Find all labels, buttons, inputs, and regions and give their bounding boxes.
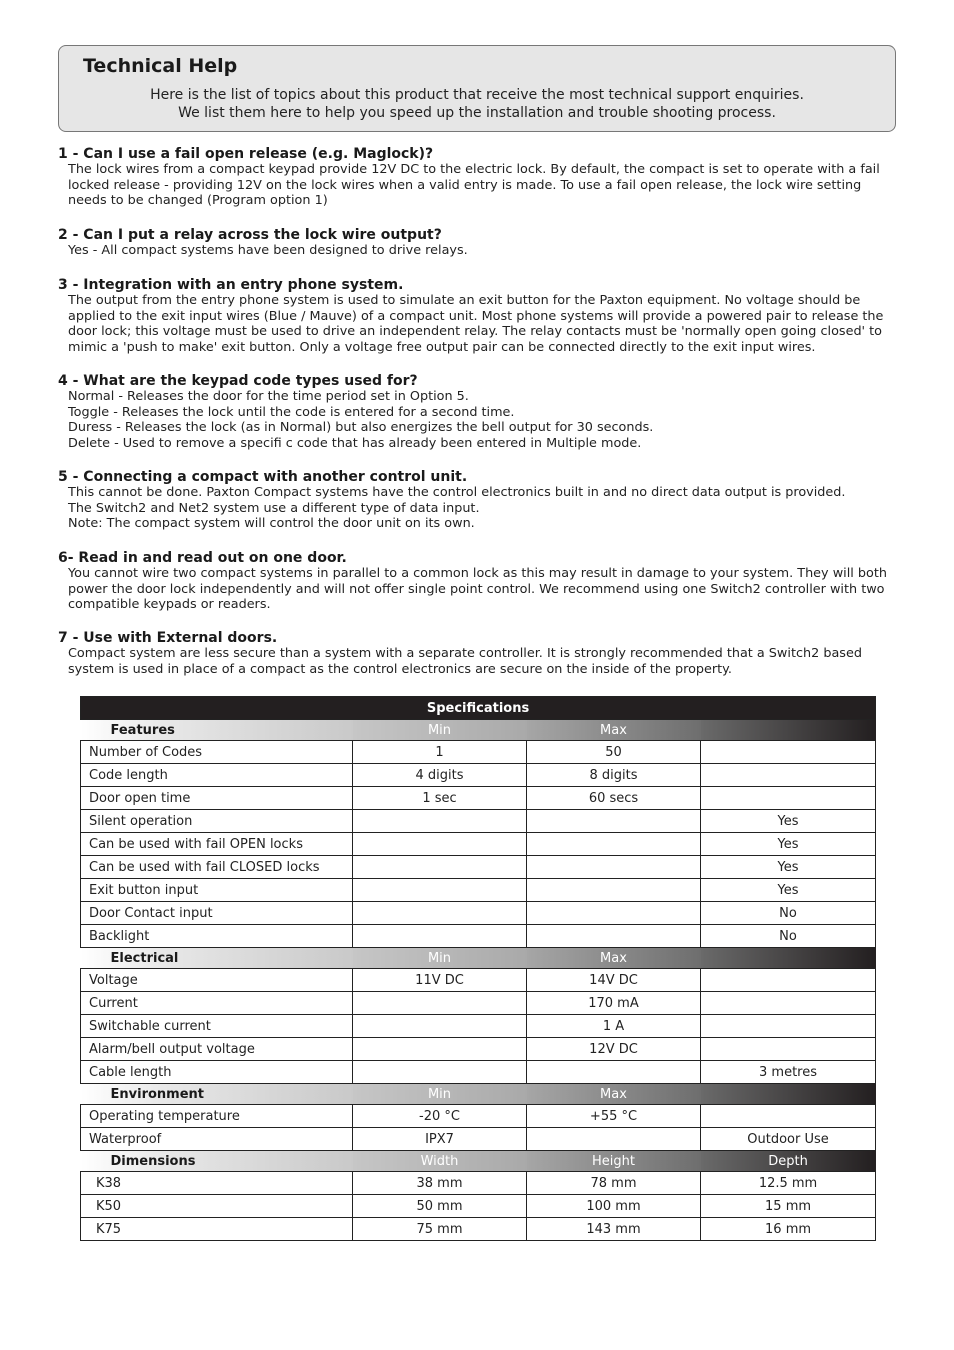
cell-value: 1 sec xyxy=(353,787,527,810)
faq-answer-line: This cannot be done. Paxton Compact systems have the control electronics built in and no direct data output is provided. xyxy=(68,485,846,500)
specifications-table xyxy=(80,696,876,1241)
cell-value xyxy=(527,1128,701,1151)
table-row xyxy=(81,925,876,948)
faq-answer-line: system is used in place of a compact as the control electronics are secure on the inside of the property. xyxy=(68,661,732,677)
cell-value: 11V DC xyxy=(353,969,527,992)
cell-value xyxy=(353,902,527,925)
section-title: Features xyxy=(81,720,353,741)
faq-answer-line: Delete - Used to remove a specifi c code that has already been entered in Multiple mode. xyxy=(68,435,642,451)
faq-answer-line: locked release - providing 12V on the lock wires when a valid entry is made. To use a fail open release, the lock wire setting xyxy=(68,177,862,193)
faq-question: 1 - Can I use a fail open release (e.g. Maglock)? xyxy=(58,146,434,162)
row-label: Current xyxy=(81,992,353,1015)
faq-answer xyxy=(68,566,898,613)
faq-answer-line: Compact system are less secure than a system with a separate controller. It is strongly recommended that a Switch2 based xyxy=(68,646,862,661)
cell-value: Yes xyxy=(701,856,876,879)
row-label: Waterproof xyxy=(81,1128,353,1151)
row-label: Cable length xyxy=(81,1061,353,1084)
help-title: Technical Help xyxy=(83,55,238,77)
cell-value: 38 mm xyxy=(353,1172,527,1195)
cell-value: 100 mm xyxy=(527,1195,701,1218)
faq-answer-line: Duress - Releases the lock (as in Normal) but also energizes the bell output for 30 seconds. xyxy=(68,420,654,435)
row-label: Alarm/bell output voltage xyxy=(81,1038,353,1061)
faq-answer-line: Yes - All compact systems have been designed to drive relays. xyxy=(68,243,468,258)
faq-answer-line: needs to be changed (Program option 1) xyxy=(68,193,328,208)
help-intro-line-1: Here is the list of topics about this product that receive the most technical support enquiries. xyxy=(150,87,804,103)
faq-question: 5 - Connecting a compact with another control unit. xyxy=(58,469,468,485)
cell-value xyxy=(701,1038,876,1061)
table-row xyxy=(81,810,876,833)
faq-item-7 xyxy=(58,630,898,677)
table-row xyxy=(81,902,876,925)
faq-answer-line: door lock; this voltage must be used to drive an independent relay. The relay contacts must be 'normally open going closed' to xyxy=(68,324,882,339)
table-row xyxy=(81,1061,876,1084)
cell-value: 3 metres xyxy=(701,1061,876,1084)
cell-value: 12V DC xyxy=(527,1038,701,1061)
cell-value xyxy=(701,969,876,992)
row-label: Backlight xyxy=(81,925,353,948)
column-header: Min xyxy=(353,720,527,741)
cell-value xyxy=(353,1061,527,1084)
column-header: Depth xyxy=(701,1151,876,1172)
cell-value xyxy=(527,810,701,833)
table-row xyxy=(81,787,876,810)
column-header xyxy=(701,948,876,969)
cell-value xyxy=(353,833,527,856)
cell-value xyxy=(527,833,701,856)
technical-help-box xyxy=(58,45,896,132)
cell-value: 60 secs xyxy=(527,787,701,810)
row-label: Code length xyxy=(81,764,353,787)
table-row xyxy=(81,879,876,902)
faq-answer-line: The lock wires from a compact keypad provide 12V DC to the electric lock. By default, the compact is set to operate with a fail xyxy=(68,162,880,177)
cell-value xyxy=(353,810,527,833)
section-header-dimensions xyxy=(81,1151,876,1172)
cell-value: 50 mm xyxy=(353,1195,527,1218)
cell-value: -20 °C xyxy=(353,1105,527,1128)
cell-value xyxy=(701,992,876,1015)
faq-question: 2 - Can I put a relay across the lock wire output? xyxy=(58,227,442,243)
cell-value xyxy=(527,879,701,902)
row-label: K75 xyxy=(81,1218,353,1241)
column-header: Max xyxy=(527,720,701,741)
cell-value: 170 mA xyxy=(527,992,701,1015)
faq-answer-line: mimic a 'push to make' exit button. Only a voltage free output pair can be connected directly to the exit input wires. xyxy=(68,339,816,355)
column-header: Min xyxy=(353,948,527,969)
table-row xyxy=(81,833,876,856)
faq-item-5 xyxy=(58,469,898,532)
row-label: Can be used with fail CLOSED locks xyxy=(81,856,353,879)
cell-value xyxy=(353,879,527,902)
table-row xyxy=(81,856,876,879)
faq-item-2 xyxy=(58,227,898,259)
faq-answer-line: compatible keypads or readers. xyxy=(68,597,271,612)
column-header: Width xyxy=(353,1151,527,1172)
cell-value xyxy=(353,1038,527,1061)
row-label: Voltage xyxy=(81,969,353,992)
faq-question: 4 - What are the keypad code types used for? xyxy=(58,373,418,389)
faq-answer-line: power the door lock independently and will not offer single point control. We recommend using one Switch2 controller with two xyxy=(68,581,885,597)
cell-value xyxy=(701,787,876,810)
column-header: Height xyxy=(527,1151,701,1172)
cell-value: 1 A xyxy=(527,1015,701,1038)
faq-item-4 xyxy=(58,373,898,451)
table-row xyxy=(81,764,876,787)
row-label: Door open time xyxy=(81,787,353,810)
section-header-features xyxy=(81,720,876,741)
column-header: Min xyxy=(353,1084,527,1105)
row-label: Door Contact input xyxy=(81,902,353,925)
cell-value: 12.5 mm xyxy=(701,1172,876,1195)
row-label: Switchable current xyxy=(81,1015,353,1038)
faq-question: 7 - Use with External doors. xyxy=(58,630,278,646)
table-row xyxy=(81,1105,876,1128)
cell-value xyxy=(353,856,527,879)
help-intro-line-2: We list them here to help you speed up the installation and trouble shooting process. xyxy=(178,105,776,121)
column-header xyxy=(701,1084,876,1105)
row-label: K38 xyxy=(81,1172,353,1195)
table-row xyxy=(81,741,876,764)
section-title: Environment xyxy=(81,1084,353,1105)
cell-value: No xyxy=(701,925,876,948)
cell-value xyxy=(527,902,701,925)
column-header: Max xyxy=(527,948,701,969)
cell-value: Yes xyxy=(701,879,876,902)
cell-value: 75 mm xyxy=(353,1218,527,1241)
cell-value xyxy=(353,1015,527,1038)
cell-value: 14V DC xyxy=(527,969,701,992)
table-row xyxy=(81,1038,876,1061)
faq-answer-line: Toggle - Releases the lock until the code is entered for a second time. xyxy=(68,404,515,420)
cell-value: Yes xyxy=(701,810,876,833)
cell-value: 15 mm xyxy=(701,1195,876,1218)
table-row xyxy=(81,1015,876,1038)
table-row xyxy=(81,992,876,1015)
cell-value: 16 mm xyxy=(701,1218,876,1241)
cell-value: 143 mm xyxy=(527,1218,701,1241)
faq-item-1 xyxy=(58,146,898,209)
table-row xyxy=(81,1128,876,1151)
cell-value: 50 xyxy=(527,741,701,764)
cell-value xyxy=(527,1061,701,1084)
faq-answer-line: Normal - Releases the door for the time period set in Option 5. xyxy=(68,389,469,404)
cell-value xyxy=(701,1015,876,1038)
faq-question: 6- Read in and read out on one door. xyxy=(58,550,347,566)
row-label: Number of Codes xyxy=(81,741,353,764)
faq-answer xyxy=(68,485,898,532)
faq-question: 3 - Integration with an entry phone system. xyxy=(58,277,404,293)
cell-value: 78 mm xyxy=(527,1172,701,1195)
section-title: Electrical xyxy=(81,948,353,969)
section-header-environment xyxy=(81,1084,876,1105)
faq-answer xyxy=(68,293,898,355)
row-label: Exit button input xyxy=(81,879,353,902)
section-title: Dimensions xyxy=(81,1151,353,1172)
table-row xyxy=(81,1218,876,1241)
cell-value xyxy=(353,992,527,1015)
table-row xyxy=(81,1195,876,1218)
cell-value: 8 digits xyxy=(527,764,701,787)
row-label: Can be used with fail OPEN locks xyxy=(81,833,353,856)
cell-value: Outdoor Use xyxy=(701,1128,876,1151)
column-header: Max xyxy=(527,1084,701,1105)
specifications-title: Specifications xyxy=(81,697,876,720)
faq-answer xyxy=(68,389,898,451)
cell-value xyxy=(353,925,527,948)
faq-answer xyxy=(68,646,898,677)
faq-answer-line: Note: The compact system will control the door unit on its own. xyxy=(68,516,475,531)
cell-value xyxy=(527,925,701,948)
cell-value xyxy=(701,764,876,787)
cell-value: 4 digits xyxy=(353,764,527,787)
row-label: K50 xyxy=(81,1195,353,1218)
faq-answer xyxy=(68,162,898,209)
faq-answer-line: The output from the entry phone system is used to simulate an exit button for the Paxton equipment. No voltage should be xyxy=(68,293,861,308)
section-header-electrical xyxy=(81,948,876,969)
cell-value xyxy=(527,856,701,879)
cell-value xyxy=(701,1105,876,1128)
cell-value: Yes xyxy=(701,833,876,856)
faq-item-3 xyxy=(58,277,898,355)
faq-answer-line: applied to the exit input wires (Blue / Mauve) of a compact unit. Most phone systems will provide a powered pair to release the xyxy=(68,308,884,324)
row-label: Operating temperature xyxy=(81,1105,353,1128)
table-row xyxy=(81,1172,876,1195)
cell-value xyxy=(701,741,876,764)
cell-value: 1 xyxy=(353,741,527,764)
faq-item-6 xyxy=(58,550,898,613)
faq-answer-line: You cannot wire two compact systems in parallel to a common lock as this may result in damage to your system. They will both xyxy=(68,566,887,581)
faq-answer-line: The Switch2 and Net2 system use a different type of data input. xyxy=(68,500,480,516)
column-header xyxy=(701,720,876,741)
faq-answer xyxy=(68,243,898,259)
cell-value: IPX7 xyxy=(353,1128,527,1151)
cell-value: +55 °C xyxy=(527,1105,701,1128)
cell-value: No xyxy=(701,902,876,925)
table-row xyxy=(81,969,876,992)
row-label: Silent operation xyxy=(81,810,353,833)
